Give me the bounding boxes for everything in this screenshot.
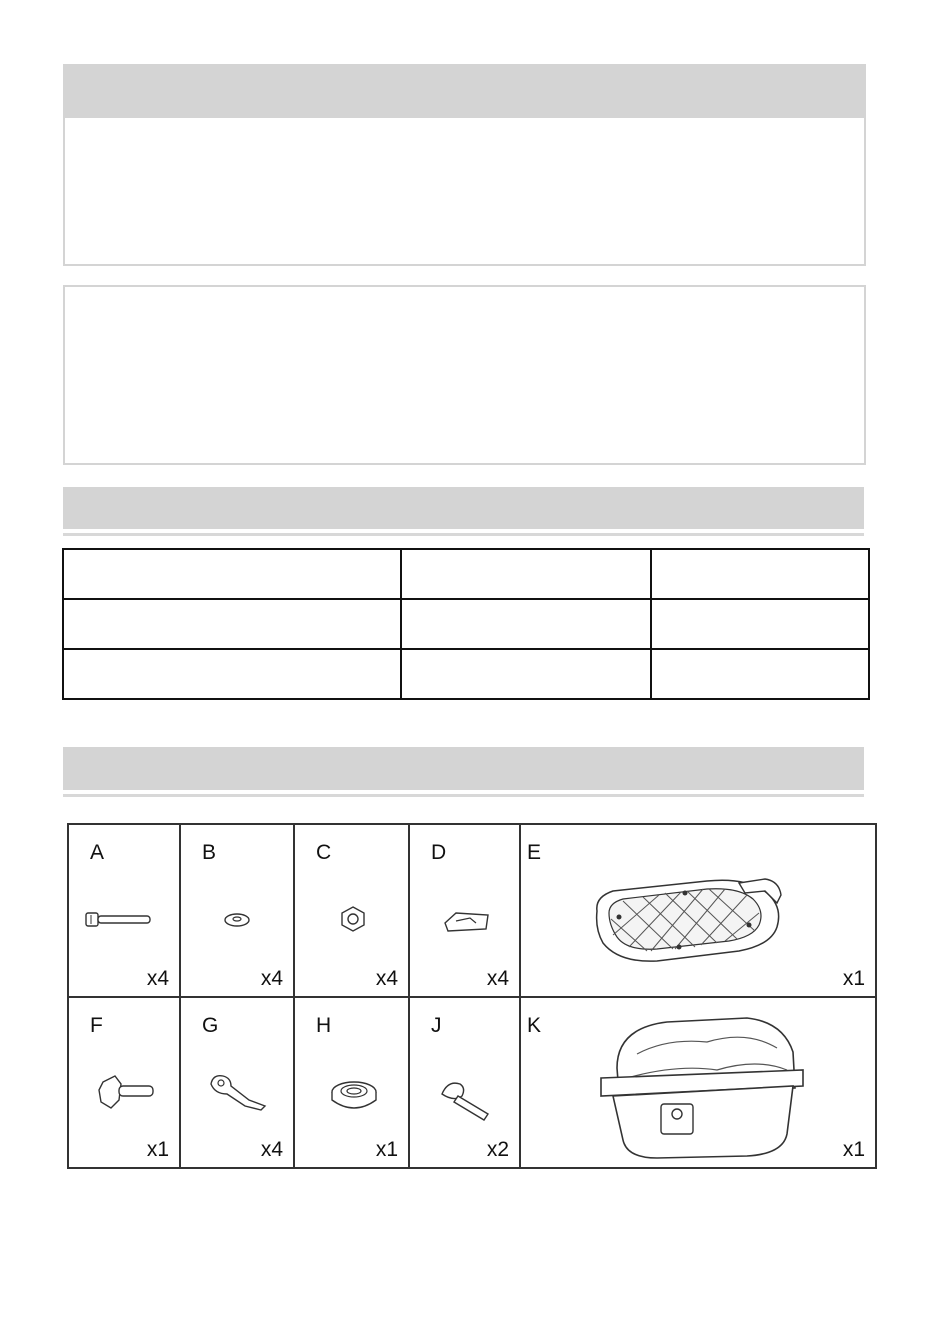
plate-icon <box>442 909 492 935</box>
table-cell <box>63 549 401 599</box>
part-cell-a <box>69 825 181 998</box>
table-row <box>63 599 869 649</box>
info-panel-1-header <box>65 66 864 118</box>
part-qty: x4 <box>375 967 398 990</box>
table-cell <box>401 549 651 599</box>
spec-table <box>62 548 870 700</box>
part-qty: x2 <box>486 1138 509 1161</box>
clamp-icon <box>207 1070 271 1114</box>
info-panel-2 <box>63 285 866 465</box>
section-divider <box>63 533 864 536</box>
part-letter: H <box>316 1014 332 1037</box>
key-icon <box>438 1074 494 1122</box>
table-cell <box>401 599 651 649</box>
nut-icon <box>339 905 367 933</box>
table-cell <box>651 549 869 599</box>
table-cell <box>63 599 401 649</box>
table-cell <box>651 649 869 699</box>
section-bar-1 <box>63 487 864 529</box>
base-plate-icon <box>589 873 785 963</box>
table-row <box>63 549 869 599</box>
part-qty: x4 <box>260 967 283 990</box>
part-cell-h <box>295 998 410 1167</box>
part-qty: x1 <box>842 967 865 990</box>
part-qty: x4 <box>260 1138 283 1161</box>
part-letter: K <box>527 1014 542 1037</box>
table-cell <box>63 649 401 699</box>
part-cell-c <box>295 825 410 998</box>
part-letter: B <box>202 841 217 864</box>
top-case-icon <box>597 1008 807 1168</box>
part-qty: x1 <box>842 1138 865 1161</box>
part-qty: x1 <box>375 1138 398 1161</box>
info-panel-1 <box>63 64 866 266</box>
washer-icon <box>222 912 252 928</box>
part-letter: E <box>527 841 542 864</box>
part-cell-e <box>521 825 875 998</box>
part-letter: F <box>90 1014 103 1037</box>
part-letter: D <box>431 841 447 864</box>
part-cell-g <box>181 998 295 1167</box>
section-bar-2 <box>63 747 864 790</box>
part-cell-j <box>410 998 521 1167</box>
part-qty: x4 <box>146 967 169 990</box>
part-cell-b <box>181 825 295 998</box>
part-letter: A <box>90 841 105 864</box>
table-cell <box>401 649 651 699</box>
bolt-icon <box>85 910 155 930</box>
part-letter: G <box>202 1014 219 1037</box>
section-divider <box>63 794 864 797</box>
part-cell-f <box>69 998 181 1167</box>
grommet-icon <box>329 1078 379 1116</box>
part-letter: C <box>316 841 332 864</box>
part-letter: J <box>431 1014 442 1037</box>
table-row <box>63 649 869 699</box>
part-cell-k <box>521 998 875 1167</box>
parts-grid <box>67 823 877 1169</box>
table-cell <box>651 599 869 649</box>
knob-icon <box>97 1072 157 1112</box>
part-qty: x4 <box>486 967 509 990</box>
part-qty: x1 <box>146 1138 169 1161</box>
part-cell-d <box>410 825 521 998</box>
